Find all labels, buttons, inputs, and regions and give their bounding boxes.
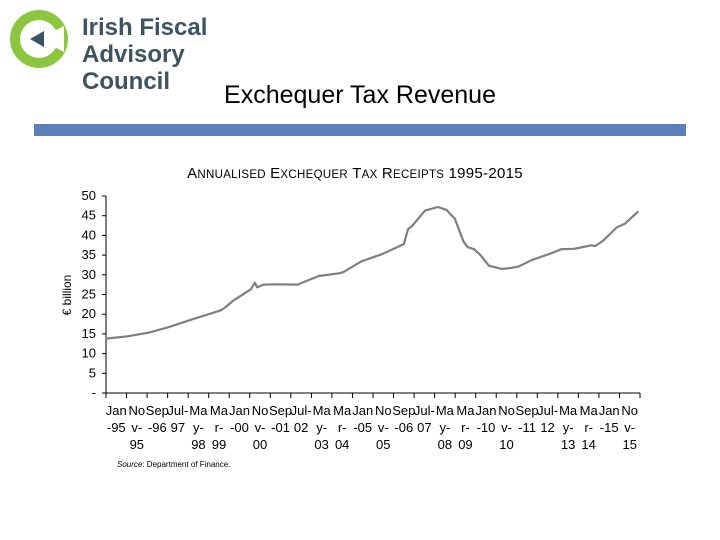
data-point (190, 319, 192, 321)
y-tick-label: 10 (81, 345, 96, 361)
data-point (624, 223, 626, 225)
x-axis (106, 393, 640, 452)
logo-line-1: Irish Fiscal (82, 14, 208, 41)
data-point (212, 312, 214, 314)
data-point (390, 249, 392, 251)
data-point (360, 261, 362, 263)
data-point (467, 246, 469, 248)
source-label: Source (117, 460, 143, 469)
x-tick-label: Sep (515, 403, 539, 418)
x-tick-label: 14 (581, 437, 596, 452)
data-point (382, 253, 384, 255)
data-point (126, 335, 128, 337)
data-point (169, 326, 171, 328)
x-tick-label: Ma (435, 403, 454, 418)
x-tick-label: Jan (475, 403, 497, 418)
x-tick-label: 99 (211, 437, 227, 452)
x-tick-label: -00 (230, 420, 249, 435)
x-tick-label: 02 (293, 420, 309, 435)
y-tick-label: 25 (81, 286, 96, 302)
y-tick-label: 45 (81, 207, 96, 223)
chart-title-years: 1995-2015 (448, 165, 523, 182)
x-tick-label: Ma (559, 403, 578, 418)
x-tick-label: Ma (579, 403, 598, 418)
source-text: : Department of Finance. (142, 460, 231, 469)
x-tick-label: 12 (540, 420, 555, 435)
x-tick-label: v- (131, 420, 143, 435)
x-tick-label: -05 (353, 420, 373, 435)
chart-title-word-4: ECEIPTS (392, 169, 445, 181)
y-tick-label: 15 (81, 325, 96, 341)
data-point (403, 243, 405, 245)
data-point (105, 338, 107, 340)
x-tick-label: No (621, 403, 639, 418)
x-tick-label: v- (501, 420, 512, 435)
x-tick-label: 05 (376, 437, 391, 452)
source-note (117, 460, 230, 469)
x-tick-label: -06 (394, 420, 414, 435)
data-point (148, 332, 150, 334)
x-tick-label: Jan (229, 403, 250, 418)
x-tick-label: Jul- (413, 403, 435, 418)
x-tick-label: -15 (599, 420, 619, 435)
y-tick-label: 20 (81, 306, 96, 322)
x-tick-label: r- (214, 420, 224, 435)
data-point (263, 284, 265, 286)
data-point (297, 284, 299, 286)
data-point (509, 267, 511, 269)
data-point (424, 210, 426, 212)
logo-line-2: Advisory Council (82, 41, 185, 95)
x-tick-label: Ma (189, 403, 208, 418)
x-tick-label: Sep (392, 403, 416, 418)
data-point (446, 209, 448, 211)
data-point (577, 247, 579, 249)
x-tick-label: Sep (145, 403, 169, 418)
x-tick-label: Jul- (290, 403, 312, 418)
data-point (250, 289, 252, 291)
x-tick-label: 04 (334, 437, 350, 452)
x-tick-label: -96 (147, 420, 167, 435)
series-group (105, 206, 639, 339)
x-tick-label: Ma (333, 403, 352, 418)
data-point (573, 248, 575, 250)
x-tick-label: 95 (129, 437, 145, 452)
data-point (590, 244, 592, 246)
data-point (480, 254, 482, 256)
x-tick-label: 10 (499, 437, 514, 452)
data-point (488, 265, 490, 267)
x-tick-label: No (498, 403, 515, 418)
x-tick-label: v- (254, 420, 266, 435)
data-point (594, 245, 596, 247)
x-tick-label: -01 (271, 420, 290, 435)
data-point (518, 266, 520, 268)
data-point (501, 268, 503, 270)
series-line-0 (106, 207, 638, 339)
y-tick-label: 30 (81, 266, 96, 282)
x-tick-label: y- (562, 420, 574, 435)
chart-title-cap-1: A (187, 165, 198, 182)
chart-title-cap-2: E (270, 165, 281, 182)
x-tick-label: Jan (598, 403, 620, 418)
y-tick-label: 40 (81, 227, 96, 243)
data-point (437, 206, 439, 208)
x-tick-label: 98 (191, 437, 206, 452)
chart-title-cap-4: R (381, 165, 393, 182)
y-tick-label: 35 (81, 247, 96, 263)
x-tick-label: -95 (106, 420, 126, 435)
x-tick-label: Jul- (537, 403, 559, 418)
y-tick-label: 50 (81, 188, 96, 203)
chart-title-cap-3: T (352, 165, 362, 182)
x-tick-label: v- (624, 420, 636, 435)
y-tick-label: 5 (88, 365, 96, 381)
data-point (531, 259, 533, 261)
y-axis-label: € billion (60, 274, 74, 316)
data-point (275, 283, 277, 285)
data-point (343, 271, 345, 273)
data-point (616, 227, 618, 229)
x-tick-label: Jan (105, 403, 127, 418)
x-tick-label: 07 (417, 420, 432, 435)
x-tick-label: No (374, 403, 392, 418)
x-tick-label: y- (316, 420, 328, 435)
data-point (407, 228, 409, 230)
data-point (560, 248, 562, 250)
x-tick-label: 97 (170, 420, 186, 435)
data-point (552, 252, 554, 254)
chart-title-word-1: NNUALISED (197, 169, 266, 181)
x-tick-label: r- (337, 420, 347, 435)
data-point (220, 309, 222, 311)
x-tick-label: r- (461, 420, 470, 435)
x-tick-label: 09 (458, 437, 473, 452)
x-tick-label: v- (377, 420, 389, 435)
data-point (637, 211, 639, 213)
x-tick-label: 00 (252, 437, 268, 452)
chart-title-word-2: XCHEQUER (280, 169, 348, 181)
x-tick-label: 03 (314, 437, 329, 452)
x-tick-label: y- (439, 420, 451, 435)
data-point (224, 307, 226, 309)
page-title: Exchequer Tax Revenue (224, 81, 496, 109)
data-point (339, 272, 341, 274)
x-tick-label: 13 (560, 437, 576, 452)
data-point (603, 239, 605, 241)
x-tick-label: -10 (476, 420, 496, 435)
y-tick-label: - (91, 385, 96, 400)
x-tick-label: Ma (312, 403, 331, 418)
data-point (454, 218, 456, 220)
x-tick-label: Ma (209, 403, 228, 418)
x-tick-label: -11 (518, 420, 536, 435)
y-axis (82, 188, 106, 400)
x-tick-label: Jan (352, 403, 374, 418)
x-tick-label: No (251, 403, 269, 418)
chart-title-word-3: AX (361, 169, 378, 181)
x-tick-label: y- (193, 420, 204, 435)
data-point (233, 300, 235, 302)
x-tick-label: r- (584, 420, 593, 435)
data-point (256, 287, 258, 289)
data-point (473, 248, 475, 250)
x-tick-label: 08 (437, 437, 453, 452)
x-tick-label: No (128, 403, 146, 418)
x-tick-label: Sep (269, 403, 293, 418)
x-tick-label: Ma (456, 403, 475, 418)
data-point (412, 225, 414, 227)
data-point (254, 282, 256, 284)
x-tick-label: 15 (622, 437, 637, 452)
data-point (318, 275, 320, 277)
data-point (463, 240, 465, 242)
x-tick-label: Jul- (167, 403, 189, 418)
